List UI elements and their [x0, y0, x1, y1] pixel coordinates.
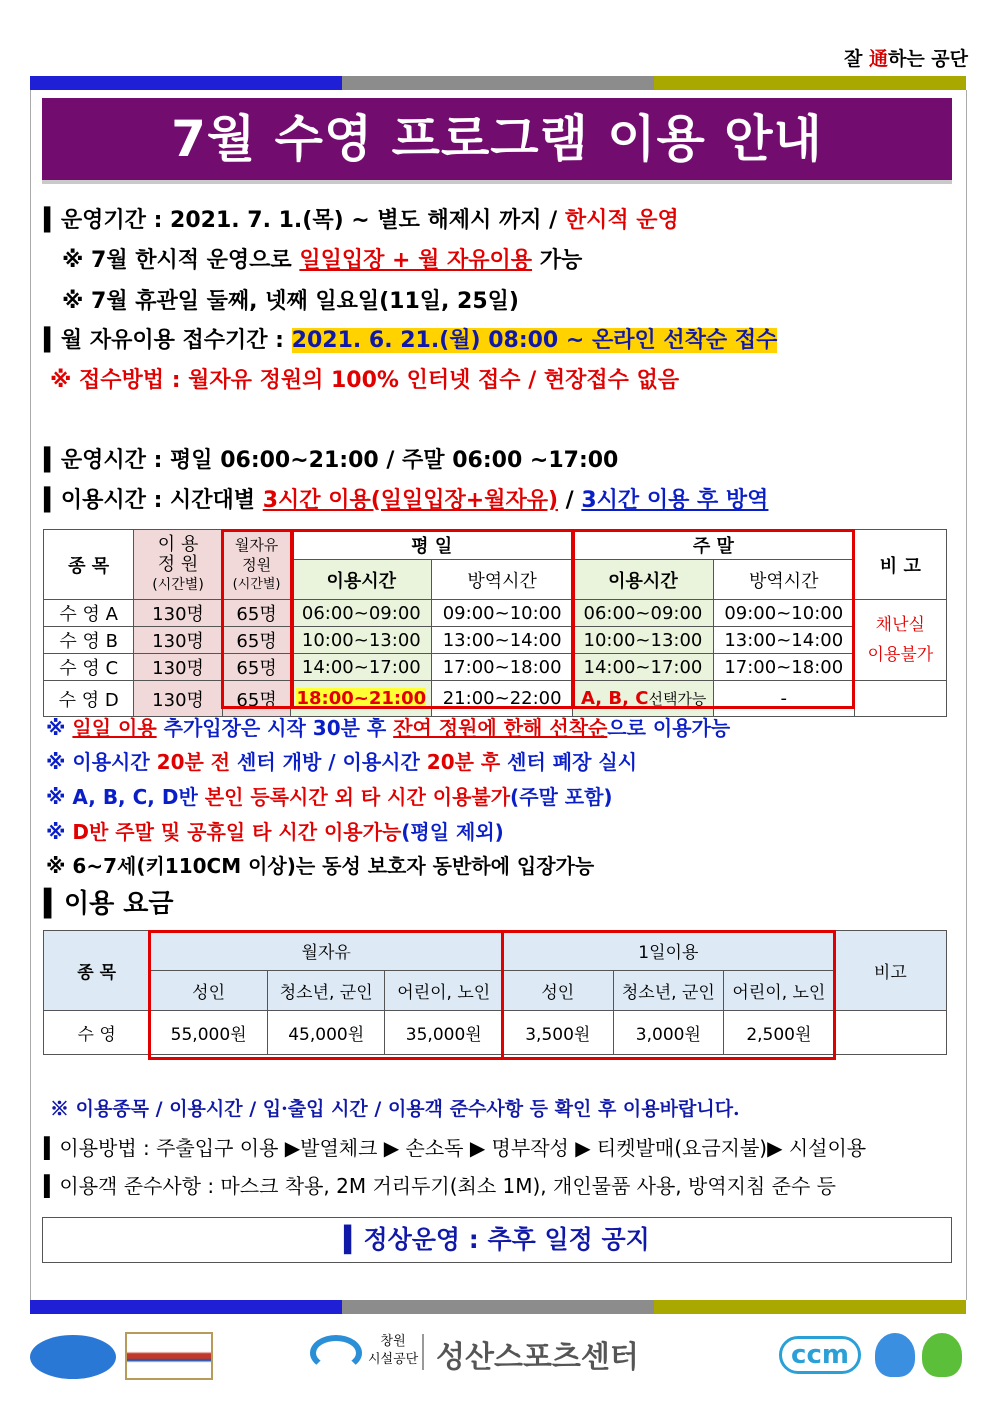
table-row [44, 627, 947, 654]
fee-value: 3,000원 [613, 1011, 724, 1055]
city-logo-icon [30, 1335, 116, 1379]
page-title: 7월 수영 프로그램 이용 안내 [42, 98, 952, 180]
bottom-color-bar [30, 1300, 966, 1314]
top-color-bar [30, 76, 966, 90]
fee-value: 35,000원 [385, 1011, 503, 1055]
fee-row-name: 수 영 [44, 1011, 150, 1055]
fee-title: ▍이용 요금 [44, 889, 174, 919]
fee-header-daily: 1일이용 [503, 931, 835, 971]
mascot-icon [922, 1333, 962, 1377]
schedule-table [43, 529, 947, 717]
sports-center-name: 성산스포츠센터 [436, 1340, 639, 1375]
registration-method: ※ 접수방법 : 월자유 정원의 100% 인터넷 접수 / 현장접수 없음 [50, 368, 680, 393]
row-note-empty [854, 681, 946, 717]
row-monthly: 65명 [222, 654, 291, 681]
row-name: 수 영 A [44, 600, 134, 627]
row-weekday-disinfect: 09:00~10:00 [432, 600, 573, 627]
row-capacity: 130명 [134, 600, 222, 627]
header-item: 종 목 [44, 530, 134, 600]
fee-value: 45,000원 [267, 1011, 385, 1055]
fee-header-note: 비고 [834, 931, 946, 1011]
row-weekday-disinfect: 13:00~14:00 [432, 627, 573, 654]
fee-value: 2,500원 [724, 1011, 835, 1055]
row-capacity: 130명 [134, 681, 222, 717]
header-monthly-capacity: 월자유 정원 (시간별) [222, 530, 291, 600]
period-line: ▍운영기간 : 2021. 7. 1.(목) ~ 별도 해제시 까지 / 한시적 운영 [44, 208, 679, 233]
row-weekend-disinfect: - [713, 681, 854, 717]
fee-col-child: 어린이, 노인 [724, 971, 835, 1011]
fee-value: 55,000원 [150, 1011, 268, 1055]
row-weekday-use: 14:00~17:00 [291, 654, 432, 681]
table-row [44, 1011, 947, 1055]
mascot-icon [875, 1333, 915, 1377]
row-weekend-disinfect: 13:00~14:00 [713, 627, 854, 654]
row-monthly: 65명 [222, 681, 291, 717]
registration-line: ▍월 자유이용 접수기간 : 2021. 6. 21.(월) 08:00 ~ 온라인 선착순 접수 [44, 328, 778, 353]
row-weekend-use: 06:00~09:00 [573, 600, 714, 627]
note-daily-entry: ※ 일일 이용 추가입장은 시작 30분 후 잔여 정원에 한해 선착순으로 이용가능 [46, 716, 731, 740]
row-weekday-disinfect: 21:00~22:00 [432, 681, 573, 717]
header-weekday-disinfect: 방역시간 [432, 560, 573, 600]
header-weekend-use: 이용시간 [573, 560, 714, 600]
note-temporary: ※ 7월 한시적 운영으로 일일입장 + 월 자유이용 가능 [62, 248, 583, 273]
row-weekday-use: 10:00~13:00 [291, 627, 432, 654]
fee-col-youth: 청소년, 군인 [267, 971, 385, 1011]
row-name: 수 영 C [44, 654, 134, 681]
table-row [44, 600, 947, 627]
fee-table [43, 930, 947, 1055]
ccm-logo: ccm [779, 1336, 861, 1374]
row-note: 채난실 이용불가 [854, 600, 946, 681]
fee-value: 3,500원 [503, 1011, 614, 1055]
fee-header-monthly: 월자유 [150, 931, 503, 971]
fee-col-adult: 성인 [150, 971, 268, 1011]
row-weekday-use: 18:00~21:00 [291, 681, 432, 717]
normal-operation-box: ▍정상운영 : 추후 일정 공지 [42, 1217, 952, 1263]
row-name: 수 영 D [44, 681, 134, 717]
fee-col-adult: 성인 [503, 971, 614, 1011]
usage-method: ▍이용방법 : 주출입구 이용 ▶발열체크 ▶ 손소독 ▶ 명부작성 ▶ 티켓발매(요금지불)▶ 시설이용 [44, 1136, 867, 1160]
row-monthly: 65명 [222, 627, 291, 654]
header-weekday: 평 일 [291, 530, 573, 560]
note-children: ※ 6~7세(키110CM 이상)는 동성 보호자 동반하에 입장가능 [46, 854, 595, 878]
row-weekend-disinfect: 17:00~18:00 [713, 654, 854, 681]
corporation-logo-icon [310, 1335, 362, 1371]
bottom-notice: ※ 이용종목 / 이용시간 / 입·출입 시간 / 이용객 준수사항 등 확인 후 이용바랍니다. [50, 1098, 740, 1120]
header-note: 비 고 [854, 530, 946, 600]
header-weekend: 주 말 [573, 530, 855, 560]
row-capacity: 130명 [134, 627, 222, 654]
row-monthly: 65명 [222, 600, 291, 627]
row-name: 수 영 B [44, 627, 134, 654]
visitor-rules: ▍이용객 준수사항 : 마스크 착용, 2M 거리두기(최소 1M), 개인물품 사용, 방역지침 준수 등 [44, 1174, 836, 1198]
fee-col-child: 어린이, 노인 [385, 971, 503, 1011]
note-center-open: ※ 이용시간 20분 전 센터 개방 / 이용시간 20분 후 센터 폐장 실시 [46, 750, 638, 774]
hours-line: ▍운영시간 : 평일 06:00~21:00 / 주말 06:00 ~17:00 [44, 448, 619, 473]
row-weekday-disinfect: 17:00~18:00 [432, 654, 573, 681]
row-capacity: 130명 [134, 654, 222, 681]
row-weekend-use: 10:00~13:00 [573, 627, 714, 654]
note-class-limit: ※ A, B, C, D반 본인 등록시간 외 타 시간 이용불가(주말 포함) [46, 785, 613, 809]
table-row [44, 654, 947, 681]
row-weekend-use: 14:00~17:00 [573, 654, 714, 681]
note-d-class: ※ D반 주말 및 공휴일 타 시간 이용가능(평일 제외) [46, 820, 504, 844]
corporation-logo-text: 창원 시설공단 [368, 1334, 419, 1367]
header-weekday-use: 이용시간 [291, 560, 432, 600]
award-logo-icon [125, 1332, 213, 1380]
slogan: 잘 通하는 공단 [843, 48, 968, 70]
usage-line: ▍이용시간 : 시간대별 3시간 이용(일일입장+월자유) / 3시간 이용 후 방역 [44, 488, 769, 513]
fee-header-item: 종 목 [44, 931, 150, 1011]
row-weekend-disinfect: 09:00~10:00 [713, 600, 854, 627]
fee-col-youth: 청소년, 군인 [613, 971, 724, 1011]
header-weekend-disinfect: 방역시간 [713, 560, 854, 600]
note-closed-days: ※ 7월 휴관일 둘째, 넷째 일요일(11일, 25일) [62, 289, 519, 314]
row-weekday-use: 06:00~09:00 [291, 600, 432, 627]
logo-divider [422, 1334, 424, 1370]
header-capacity: 이 용 정 원 (시간별) [134, 530, 222, 600]
row-weekend-use: A, B, C선택가능 [573, 681, 714, 717]
fee-row-note [834, 1011, 946, 1055]
